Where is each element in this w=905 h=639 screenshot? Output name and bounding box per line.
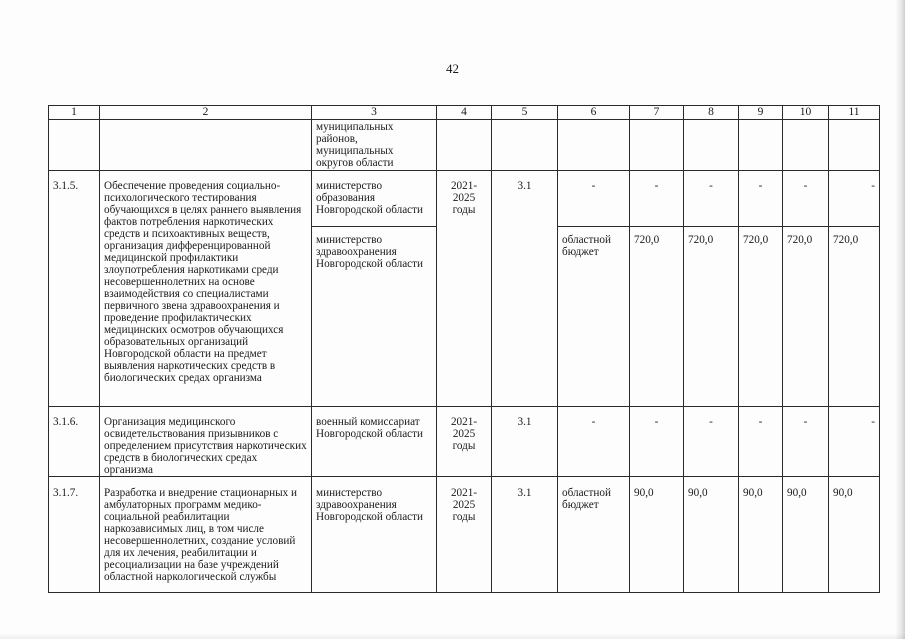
value-cell: - (739, 171, 783, 227)
table-row (49, 477, 880, 593)
value-cell: 90,0 (739, 477, 783, 593)
executor-cell: министерство здравоохранения Новгородской области (312, 227, 437, 407)
activities-table (48, 105, 880, 593)
column-number: 2 (100, 106, 312, 120)
column-number: 10 (783, 106, 829, 120)
column-number: 3 (312, 106, 437, 120)
source-cell: - (558, 407, 630, 477)
value-cell: - (684, 171, 739, 227)
column-number: 5 (492, 106, 558, 120)
period-cell: 2021-2025 годы (437, 171, 492, 407)
target-cell: 3.1 (492, 171, 558, 407)
column-number: 8 (684, 106, 739, 120)
executor-cell: муниципальных районов, муниципальных округов области (312, 120, 437, 171)
table-row (49, 407, 880, 477)
scan-edge-shadow (895, 0, 905, 639)
executor-cell: военный комиссариат Новгородской области (312, 407, 437, 477)
table-row (49, 171, 880, 227)
source-cell: областной бюджет (558, 227, 630, 407)
activity-text: Разработка и внедрение стационарных и амбулаторных программ медико-социальной реабилитации наркозависимых лиц, в том числе несовершеннолетних, создание условий для их лечения, реабилитации и ресоциализации на базе учреждений областной наркологической службы (100, 477, 312, 593)
value-cell: - (739, 407, 783, 477)
source-cell: областной бюджет (558, 477, 630, 593)
column-number-row (49, 106, 880, 120)
executor-cell: министерство здравоохранения Новгородской области (312, 477, 437, 593)
column-number: 4 (437, 106, 492, 120)
value-cell: 90,0 (684, 477, 739, 593)
value-cell: 90,0 (829, 477, 880, 593)
value-cell: - (783, 407, 829, 477)
value-cell: - (829, 171, 880, 227)
value-cell: - (630, 407, 684, 477)
activity-text: Организация медицинского освидетельствования призывников с определением присутствия наркотических средств в биологических средах организма (100, 407, 312, 477)
column-number: 9 (739, 106, 783, 120)
value-cell: 720,0 (684, 227, 739, 407)
continuation-row (49, 120, 880, 171)
value-cell: 90,0 (783, 477, 829, 593)
target-cell: 3.1 (492, 407, 558, 477)
value-cell: 720,0 (783, 227, 829, 407)
source-cell: - (558, 171, 630, 227)
item-number: 3.1.5. (49, 171, 100, 407)
item-number: 3.1.6. (49, 407, 100, 477)
value-cell: 720,0 (630, 227, 684, 407)
column-number: 11 (829, 106, 880, 120)
column-number: 1 (49, 106, 100, 120)
column-number: 7 (630, 106, 684, 120)
page-number: 42 (446, 61, 459, 76)
item-number: 3.1.7. (49, 477, 100, 593)
column-number: 6 (558, 106, 630, 120)
activity-text: Обеспечение проведения социально-психологического тестирования обучающихся в целях раннего выявления фактов потребления наркотических средств и психоактивных веществ, организация дифференцированной медицинской профилактики злоупотребления наркотиками среди несовершеннолетних на основе взаимодействия со специалистами первичного звена здравоохранения и проведение профилактических медицинских осмотров обучающихся образовательных организаций Новгородской области на предмет выявления наркотических средств в биологических средах организма (100, 171, 312, 407)
value-cell: 720,0 (829, 227, 880, 407)
value-cell: - (829, 407, 880, 477)
value-cell: - (630, 171, 684, 227)
value-cell: 720,0 (739, 227, 783, 407)
scan-bottom-shadow (0, 633, 905, 639)
period-cell: 2021-2025 годы (437, 407, 492, 477)
value-cell: 90,0 (630, 477, 684, 593)
value-cell: - (783, 171, 829, 227)
period-cell: 2021-2025 годы (437, 477, 492, 593)
target-cell: 3.1 (492, 477, 558, 593)
value-cell: - (684, 407, 739, 477)
executor-cell: министерство образования Новгородской области (312, 171, 437, 227)
